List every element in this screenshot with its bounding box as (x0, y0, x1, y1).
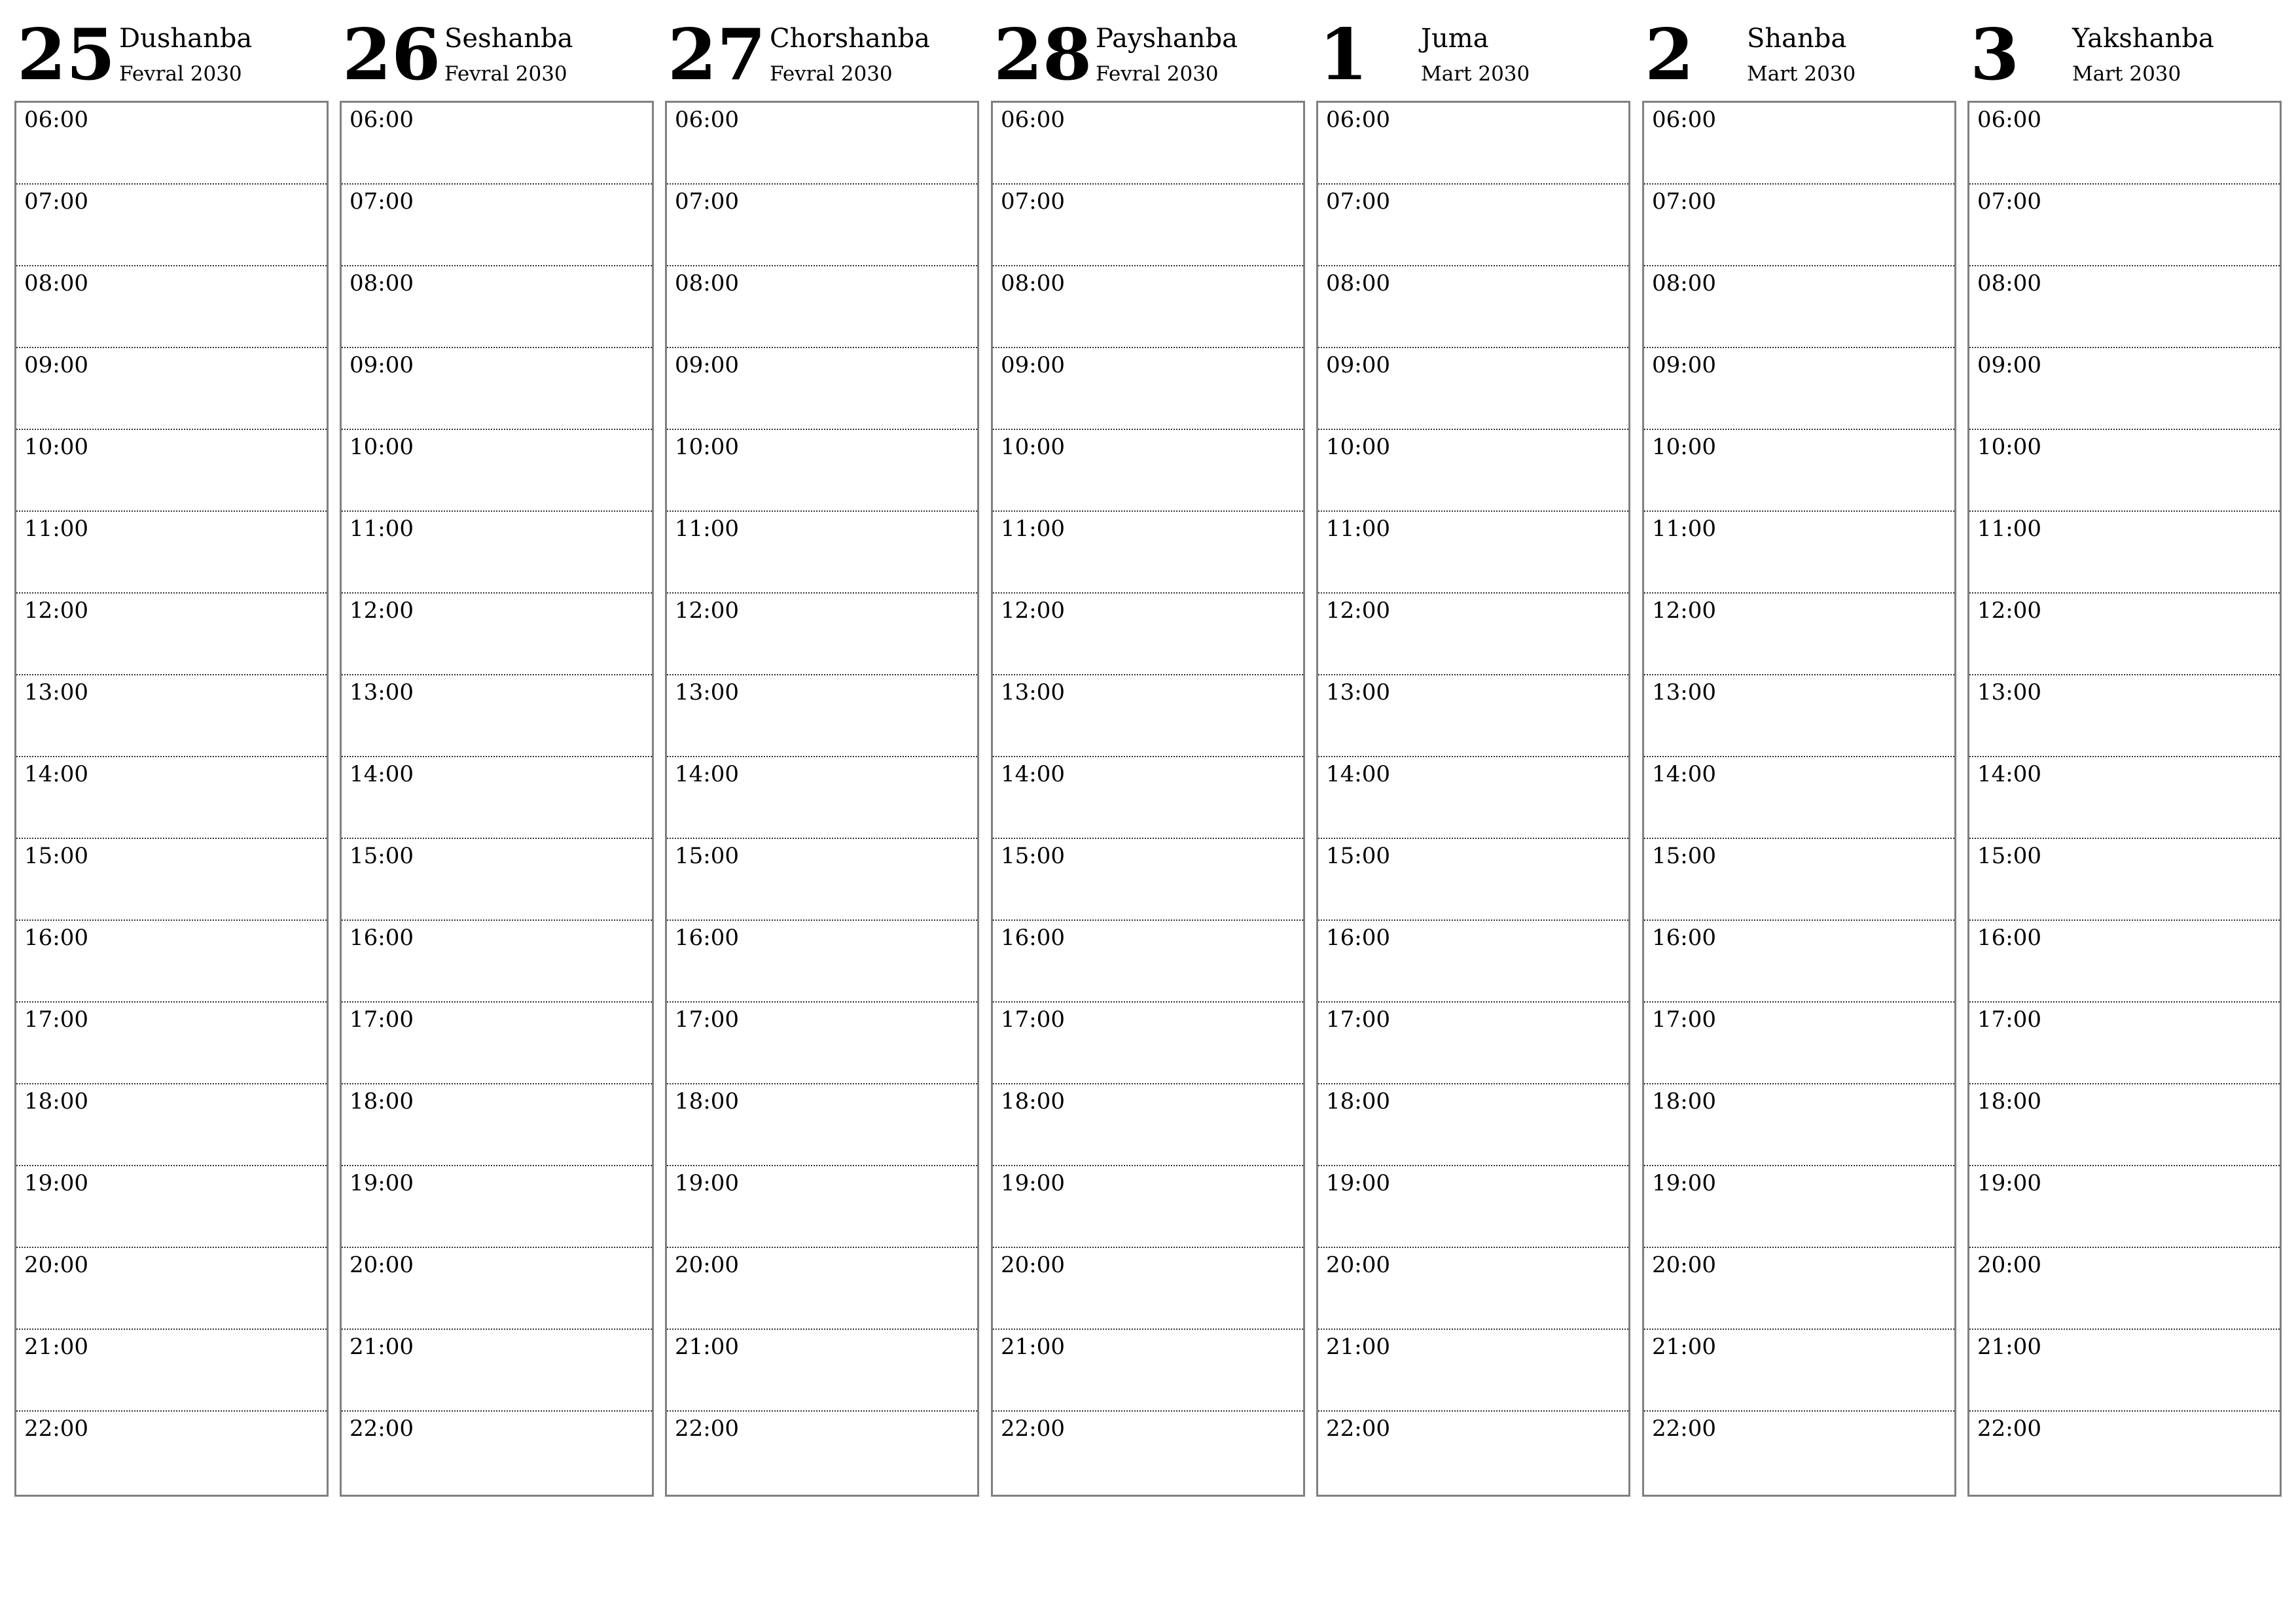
time-slot[interactable] (1969, 266, 2280, 348)
day-month: Mart 2030 (1747, 62, 1856, 86)
time-label: 12:00 (1001, 597, 1065, 624)
time-slot[interactable] (1644, 348, 1954, 430)
time-label: 12:00 (675, 597, 739, 624)
time-slot[interactable] (1318, 512, 1628, 594)
time-slot[interactable] (1969, 512, 2280, 594)
time-slot[interactable] (993, 348, 1303, 430)
time-slot[interactable] (342, 1248, 652, 1330)
time-slot[interactable] (1644, 921, 1954, 1003)
day-number: 3 (1970, 14, 2020, 96)
time-slot[interactable] (16, 348, 327, 430)
time-label: 17:00 (1977, 1007, 2041, 1033)
time-label: 15:00 (1652, 843, 1716, 869)
day-month: Mart 2030 (1421, 62, 1530, 86)
time-label: 17:00 (350, 1007, 414, 1033)
time-slot[interactable] (667, 757, 977, 839)
time-label: 07:00 (675, 188, 739, 215)
day-weekday: Seshanba (444, 24, 573, 54)
time-label: 21:00 (1326, 1334, 1390, 1360)
time-label: 10:00 (675, 434, 739, 460)
time-label: 10:00 (1326, 434, 1390, 460)
time-label: 22:00 (350, 1416, 414, 1442)
time-label: 11:00 (675, 516, 739, 542)
time-slot[interactable] (1969, 430, 2280, 512)
day-number: 28 (994, 14, 1092, 96)
time-slot[interactable] (993, 594, 1303, 675)
time-slot[interactable] (16, 266, 327, 348)
time-slot[interactable] (993, 430, 1303, 512)
time-slot[interactable] (993, 266, 1303, 348)
time-label: 08:00 (1977, 270, 2041, 296)
time-label: 13:00 (1977, 679, 2041, 705)
time-label: 14:00 (1326, 761, 1390, 787)
time-label: 17:00 (1326, 1007, 1390, 1033)
day-weekday: Chorshanba (770, 24, 930, 54)
time-slot[interactable] (1318, 1248, 1628, 1330)
day-month: Fevral 2030 (119, 62, 242, 86)
time-slot[interactable] (1969, 348, 2280, 430)
day-month: Fevral 2030 (1096, 62, 1219, 86)
time-slot[interactable] (1318, 1084, 1628, 1166)
time-label: 14:00 (24, 761, 88, 787)
time-label: 16:00 (1652, 925, 1716, 951)
time-label: 06:00 (1977, 107, 2041, 133)
time-slot[interactable] (993, 103, 1303, 185)
time-label: 14:00 (1977, 761, 2041, 787)
time-slot[interactable] (1644, 430, 1954, 512)
time-slot[interactable] (667, 430, 977, 512)
time-label: 18:00 (1977, 1088, 2041, 1115)
time-slot[interactable] (993, 921, 1303, 1003)
time-label: 16:00 (350, 925, 414, 951)
time-label: 20:00 (1326, 1252, 1390, 1278)
time-slot[interactable] (1644, 512, 1954, 594)
time-slot[interactable] (1318, 266, 1628, 348)
time-slot[interactable] (667, 103, 977, 185)
time-slot[interactable] (1318, 675, 1628, 757)
time-slot[interactable] (1644, 185, 1954, 266)
time-label: 10:00 (350, 434, 414, 460)
time-slot[interactable] (1318, 757, 1628, 839)
day-header (991, 0, 1304, 98)
time-label: 19:00 (1001, 1170, 1065, 1196)
day-number: 27 (668, 14, 766, 96)
time-slot[interactable] (16, 1166, 327, 1248)
day-header (14, 0, 327, 98)
time-label: 19:00 (1977, 1170, 2041, 1196)
time-label: 20:00 (1001, 1252, 1065, 1278)
time-slot[interactable] (342, 103, 652, 185)
time-slot[interactable] (1644, 1412, 1954, 1493)
time-label: 14:00 (1652, 761, 1716, 787)
day-weekday: Yakshanba (2072, 24, 2214, 54)
time-slot[interactable] (16, 185, 327, 266)
time-label: 08:00 (350, 270, 414, 296)
time-label: 13:00 (24, 679, 88, 705)
time-slot[interactable] (667, 266, 977, 348)
time-slot[interactable] (667, 1248, 977, 1330)
time-label: 11:00 (1326, 516, 1390, 542)
time-label: 15:00 (675, 843, 739, 869)
time-slot[interactable] (342, 594, 652, 675)
time-slot[interactable] (1318, 430, 1628, 512)
time-label: 09:00 (1652, 352, 1716, 378)
time-slot[interactable] (1318, 103, 1628, 185)
time-slot[interactable] (342, 1166, 652, 1248)
time-slot[interactable] (1644, 1084, 1954, 1166)
time-label: 14:00 (675, 761, 739, 787)
time-slots (665, 101, 979, 1497)
time-slot[interactable] (342, 266, 652, 348)
time-slot[interactable] (1318, 594, 1628, 675)
day-number: 25 (17, 14, 116, 96)
time-label: 10:00 (1977, 434, 2041, 460)
time-label: 14:00 (350, 761, 414, 787)
time-label: 12:00 (1326, 597, 1390, 624)
day-weekday: Dushanba (119, 24, 253, 54)
time-label: 08:00 (675, 270, 739, 296)
time-label: 22:00 (675, 1416, 739, 1442)
time-slot[interactable] (16, 1003, 327, 1084)
time-slot[interactable] (667, 348, 977, 430)
time-slot[interactable] (1969, 1166, 2280, 1248)
time-label: 07:00 (24, 188, 88, 215)
time-label: 15:00 (350, 843, 414, 869)
time-label: 16:00 (24, 925, 88, 951)
time-label: 12:00 (1652, 597, 1716, 624)
time-slot[interactable] (667, 675, 977, 757)
time-slot[interactable] (1969, 675, 2280, 757)
time-label: 06:00 (1326, 107, 1390, 133)
time-label: 07:00 (1326, 188, 1390, 215)
time-label: 06:00 (350, 107, 414, 133)
time-slot[interactable] (342, 921, 652, 1003)
time-slot[interactable] (342, 430, 652, 512)
time-slot[interactable] (1969, 757, 2280, 839)
time-label: 22:00 (1326, 1416, 1390, 1442)
day-number: 26 (342, 14, 441, 96)
time-slot[interactable] (1644, 1166, 1954, 1248)
time-label: 20:00 (24, 1252, 88, 1278)
time-slot[interactable] (1318, 1003, 1628, 1084)
time-label: 06:00 (1652, 107, 1716, 133)
time-slot[interactable] (1644, 1248, 1954, 1330)
day-month: Mart 2030 (2072, 62, 2181, 86)
time-slot[interactable] (1644, 839, 1954, 921)
time-label: 20:00 (1652, 1252, 1716, 1278)
time-slots (1967, 101, 2282, 1497)
day-weekday: Juma (1421, 24, 1489, 54)
time-slot[interactable] (1969, 1084, 2280, 1166)
day-weekday: Payshanba (1096, 24, 1238, 54)
time-slot[interactable] (342, 512, 652, 594)
time-slot[interactable] (667, 1084, 977, 1166)
time-label: 20:00 (1977, 1252, 2041, 1278)
time-slot[interactable] (16, 430, 327, 512)
time-slot[interactable] (16, 1330, 327, 1412)
time-label: 13:00 (1652, 679, 1716, 705)
time-label: 17:00 (1652, 1007, 1716, 1033)
time-slot[interactable] (16, 675, 327, 757)
time-label: 10:00 (24, 434, 88, 460)
time-label: 21:00 (1001, 1334, 1065, 1360)
time-label: 15:00 (1977, 843, 2041, 869)
time-slot[interactable] (16, 103, 327, 185)
time-label: 21:00 (1977, 1334, 2041, 1360)
time-slot[interactable] (993, 512, 1303, 594)
time-slot[interactable] (1318, 921, 1628, 1003)
time-slot[interactable] (1318, 1330, 1628, 1412)
time-label: 18:00 (24, 1088, 88, 1115)
time-slot[interactable] (993, 1166, 1303, 1248)
time-slot[interactable] (993, 185, 1303, 266)
day-month: Fevral 2030 (770, 62, 893, 86)
time-label: 07:00 (1652, 188, 1716, 215)
time-slot[interactable] (342, 185, 652, 266)
time-label: 15:00 (1326, 843, 1390, 869)
time-label: 12:00 (1977, 597, 2041, 624)
time-slots (991, 101, 1305, 1497)
time-label: 09:00 (675, 352, 739, 378)
time-label: 11:00 (1652, 516, 1716, 542)
time-slot[interactable] (993, 1084, 1303, 1166)
time-label: 13:00 (1001, 679, 1065, 705)
time-label: 19:00 (1652, 1170, 1716, 1196)
time-label: 19:00 (350, 1170, 414, 1196)
time-label: 08:00 (1326, 270, 1390, 296)
time-label: 22:00 (1001, 1416, 1065, 1442)
time-slot[interactable] (1644, 1330, 1954, 1412)
time-slot[interactable] (1644, 675, 1954, 757)
time-slot[interactable] (667, 1330, 977, 1412)
time-label: 11:00 (1977, 516, 2041, 542)
time-slots (1316, 101, 1630, 1497)
time-slot[interactable] (667, 512, 977, 594)
time-slot[interactable] (1318, 1412, 1628, 1493)
time-slot[interactable] (16, 1412, 327, 1493)
time-label: 10:00 (1652, 434, 1716, 460)
time-label: 19:00 (24, 1170, 88, 1196)
time-label: 22:00 (1977, 1416, 2041, 1442)
time-label: 22:00 (1652, 1416, 1716, 1442)
time-slot[interactable] (342, 839, 652, 921)
time-slot[interactable] (1318, 1166, 1628, 1248)
time-slot[interactable] (1644, 103, 1954, 185)
time-slot[interactable] (1969, 594, 2280, 675)
time-slot[interactable] (342, 1084, 652, 1166)
day-number: 2 (1645, 14, 1695, 96)
time-label: 09:00 (1326, 352, 1390, 378)
time-slot[interactable] (16, 1084, 327, 1166)
time-slot[interactable] (1969, 1003, 2280, 1084)
time-slot[interactable] (667, 1412, 977, 1493)
time-slot[interactable] (16, 594, 327, 675)
time-label: 21:00 (350, 1334, 414, 1360)
day-month: Fevral 2030 (444, 62, 567, 86)
time-slot[interactable] (1969, 1248, 2280, 1330)
time-label: 21:00 (1652, 1334, 1716, 1360)
time-slot[interactable] (667, 185, 977, 266)
time-slot[interactable] (342, 1412, 652, 1493)
time-slot[interactable] (667, 1166, 977, 1248)
time-label: 09:00 (24, 352, 88, 378)
day-weekday: Shanba (1747, 24, 1847, 54)
time-slot[interactable] (16, 1248, 327, 1330)
time-label: 16:00 (1001, 925, 1065, 951)
day-header (340, 0, 653, 98)
time-slot[interactable] (993, 1248, 1303, 1330)
time-slot[interactable] (1644, 757, 1954, 839)
time-label: 15:00 (24, 843, 88, 869)
time-label: 11:00 (24, 516, 88, 542)
time-label: 10:00 (1001, 434, 1065, 460)
time-label: 16:00 (675, 925, 739, 951)
time-label: 08:00 (24, 270, 88, 296)
time-slot[interactable] (342, 1330, 652, 1412)
time-label: 07:00 (1001, 188, 1065, 215)
time-label: 19:00 (1326, 1170, 1390, 1196)
day-header (1316, 0, 1629, 98)
time-label: 08:00 (1001, 270, 1065, 296)
time-label: 06:00 (1001, 107, 1065, 133)
time-slot[interactable] (342, 757, 652, 839)
time-label: 06:00 (675, 107, 739, 133)
time-label: 18:00 (1652, 1088, 1716, 1115)
time-slot[interactable] (1969, 103, 2280, 185)
time-slot[interactable] (993, 1412, 1303, 1493)
time-slot[interactable] (993, 1003, 1303, 1084)
time-label: 11:00 (350, 516, 414, 542)
time-label: 09:00 (350, 352, 414, 378)
day-header (1642, 0, 1955, 98)
time-slot[interactable] (1969, 839, 2280, 921)
time-slot[interactable] (1969, 1412, 2280, 1493)
time-slots (1642, 101, 1956, 1497)
time-label: 21:00 (675, 1334, 739, 1360)
time-slot[interactable] (1969, 921, 2280, 1003)
time-label: 22:00 (24, 1416, 88, 1442)
time-label: 08:00 (1652, 270, 1716, 296)
time-slot[interactable] (342, 675, 652, 757)
time-slot[interactable] (667, 839, 977, 921)
time-label: 18:00 (1001, 1088, 1065, 1115)
time-label: 21:00 (24, 1334, 88, 1360)
time-label: 12:00 (24, 597, 88, 624)
time-label: 17:00 (24, 1007, 88, 1033)
time-label: 18:00 (1326, 1088, 1390, 1115)
time-label: 19:00 (675, 1170, 739, 1196)
time-slot[interactable] (667, 594, 977, 675)
time-label: 16:00 (1326, 925, 1390, 951)
time-label: 16:00 (1977, 925, 2041, 951)
time-label: 13:00 (1326, 679, 1390, 705)
day-number: 1 (1319, 14, 1369, 96)
time-slot[interactable] (1969, 185, 2280, 266)
time-slot[interactable] (1644, 594, 1954, 675)
time-label: 06:00 (24, 107, 88, 133)
time-slot[interactable] (993, 675, 1303, 757)
time-label: 17:00 (675, 1007, 739, 1033)
time-slots (340, 101, 654, 1497)
time-slot[interactable] (342, 1003, 652, 1084)
time-label: 13:00 (350, 679, 414, 705)
time-label: 07:00 (350, 188, 414, 215)
time-slot[interactable] (1318, 839, 1628, 921)
time-label: 20:00 (350, 1252, 414, 1278)
time-slot[interactable] (342, 348, 652, 430)
time-label: 14:00 (1001, 761, 1065, 787)
time-label: 13:00 (675, 679, 739, 705)
time-slot[interactable] (993, 757, 1303, 839)
time-label: 11:00 (1001, 516, 1065, 542)
time-slot[interactable] (993, 1330, 1303, 1412)
time-label: 20:00 (675, 1252, 739, 1278)
time-label: 12:00 (350, 597, 414, 624)
time-slot[interactable] (1644, 266, 1954, 348)
time-slot[interactable] (993, 839, 1303, 921)
time-label: 09:00 (1001, 352, 1065, 378)
time-slot[interactable] (1969, 1330, 2280, 1412)
time-slot[interactable] (1318, 348, 1628, 430)
time-slot[interactable] (1644, 1003, 1954, 1084)
day-header (665, 0, 978, 98)
time-slots (14, 101, 329, 1497)
time-slot[interactable] (16, 757, 327, 839)
day-header (1967, 0, 2280, 98)
time-slot[interactable] (16, 512, 327, 594)
time-label: 18:00 (350, 1088, 414, 1115)
time-label: 15:00 (1001, 843, 1065, 869)
time-slot[interactable] (667, 1003, 977, 1084)
time-label: 17:00 (1001, 1007, 1065, 1033)
time-slot[interactable] (16, 839, 327, 921)
time-label: 18:00 (675, 1088, 739, 1115)
time-slot[interactable] (667, 921, 977, 1003)
time-label: 09:00 (1977, 352, 2041, 378)
time-label: 07:00 (1977, 188, 2041, 215)
time-slot[interactable] (16, 921, 327, 1003)
time-slot[interactable] (1318, 185, 1628, 266)
